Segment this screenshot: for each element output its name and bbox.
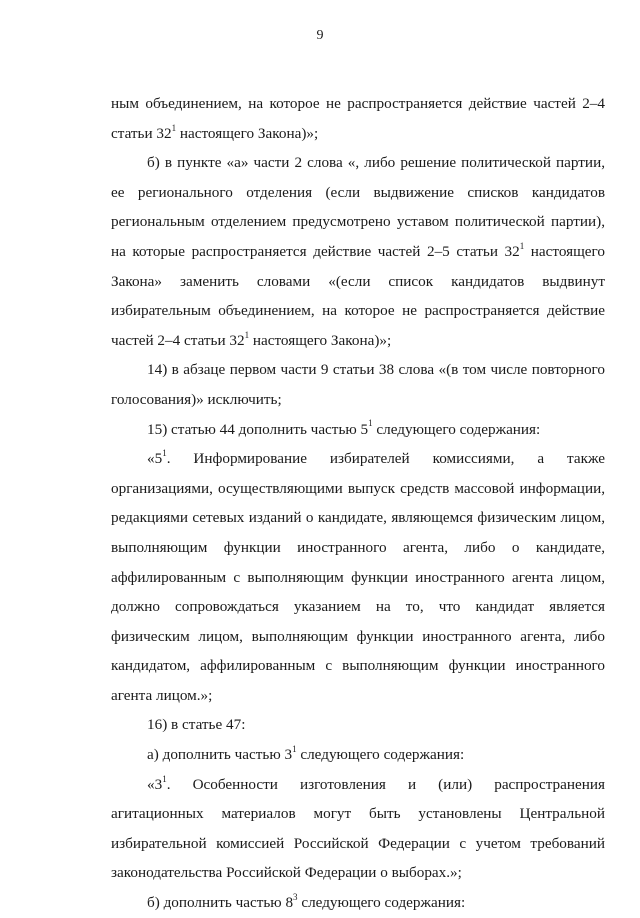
text-run: «3 bbox=[147, 775, 163, 793]
text-run: . Информирование избирателей комиссиями, а также организациями, осуществляющими выпуск средств массовой информации, редакциями сетевых изданий о кандидате, являющемся физическим лицом, выполняющим функции иностранного агента, либо о кандидате, аффилированным с выполняющим функции иностранного агента лицом, должно сопровождаться указанием на то, что кандидат является физическим лицом, выполняющим функции иностранного агента, либо кандидатом, аффилированным с выполняющим функции иностранного агента лицом.»; bbox=[111, 450, 605, 704]
text-run: «5 bbox=[147, 450, 163, 468]
superscript: 1 bbox=[162, 773, 167, 784]
text-run: б) в пункте «а» части 2 слова «, либо решение политической партии, ее регионального отделения (если выдвижение списков кандидатов региональным отделением предусмотрено уставом политической партии), на которые распространяется действие частей 2–5 статьи 32 bbox=[111, 154, 605, 260]
page-number: 9 bbox=[316, 28, 324, 43]
text-run: 15) статью 44 дополнить частью 5 bbox=[147, 420, 369, 438]
text-run: настоящего Закона)»; bbox=[249, 331, 392, 349]
paragraph bbox=[111, 444, 605, 710]
paragraph bbox=[111, 770, 605, 888]
paragraph bbox=[111, 355, 605, 414]
paragraph bbox=[111, 148, 605, 355]
superscript: 1 bbox=[368, 418, 373, 429]
text-run: 16) в статье 47: bbox=[147, 716, 246, 734]
superscript: 1 bbox=[171, 122, 177, 133]
text-run: настоящего Закона» заменить словами «(если список кандидатов выдвинут избирательным объединением, на которое не распространяется действие частей 2–4 статьи 32 bbox=[111, 242, 605, 349]
text-run: а) дополнить частью 3 bbox=[147, 746, 293, 764]
superscript: 1 bbox=[244, 329, 250, 340]
document-body bbox=[111, 89, 605, 918]
paragraph bbox=[111, 89, 605, 148]
text-run: следующего содержания: bbox=[296, 746, 465, 764]
paragraph bbox=[111, 710, 605, 740]
superscript: 1 bbox=[519, 240, 525, 251]
paragraph bbox=[111, 415, 605, 445]
superscript: 3 bbox=[293, 891, 298, 902]
superscript: 1 bbox=[162, 448, 167, 459]
text-run: . Особенности изготовления и (или) распространения агитационных материалов могут быть установлены Центральной избирательной комиссией Российской Федерации с учетом требований законодательства Российской Федерации о выборах.»; bbox=[111, 775, 605, 882]
paragraph bbox=[111, 740, 605, 770]
text-run: следующего содержания: bbox=[297, 894, 466, 912]
text-run: ным объединением, на которое не распространяется действие частей 2–4 статьи 32 bbox=[111, 95, 605, 142]
text-run: следующего содержания: bbox=[372, 420, 541, 438]
superscript: 1 bbox=[292, 744, 297, 754]
text-run: настоящего Закона)»; bbox=[176, 124, 319, 142]
paragraph bbox=[111, 888, 605, 918]
text-run: б) дополнить частью 8 bbox=[147, 894, 294, 912]
text-run: 14) в абзаце первом части 9 статьи 38 слова «(в том числе повторного голосования)» исключить; bbox=[111, 361, 605, 408]
